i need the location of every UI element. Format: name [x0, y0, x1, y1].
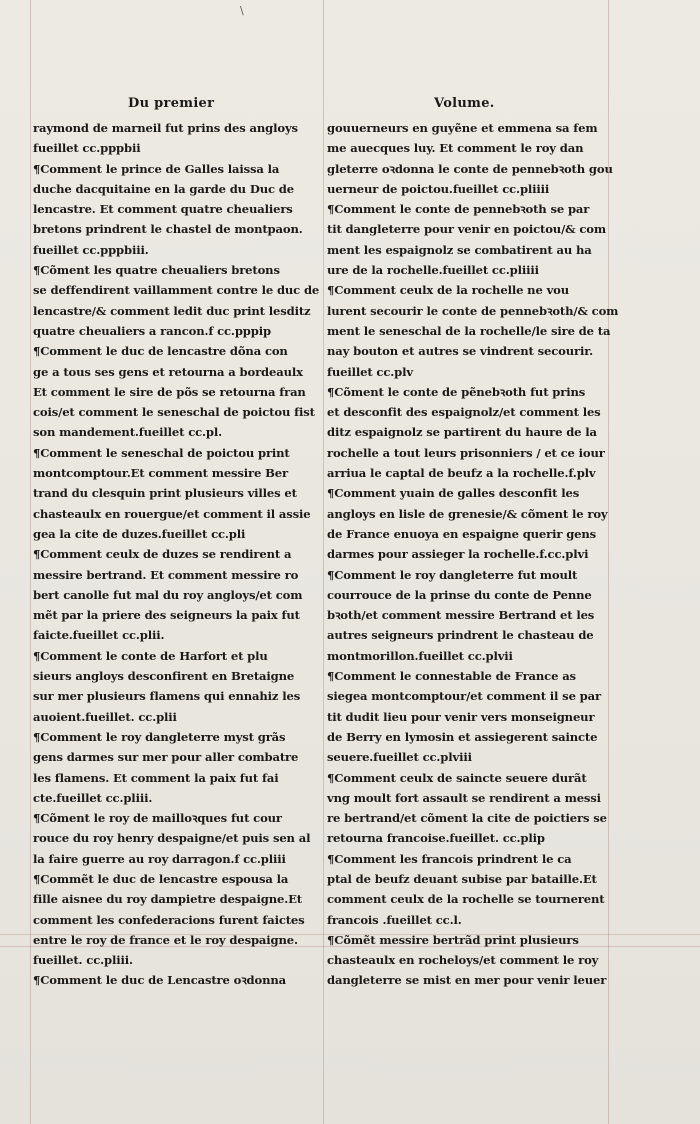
text-line: de France enuoya en espaigne querir gens — [327, 526, 597, 541]
text-line: ¶Comment ceulx de la rochelle ne vou — [327, 283, 570, 298]
text-line: autres seigneurs prindrent le chasteau de — [327, 628, 594, 643]
text-line: tit dudit lieu pour venir vers monseigneur — [327, 709, 595, 724]
text-line: francois .fueillet cc.l. — [327, 912, 462, 927]
text-line: gouuerneurs en guyẽne et emmena sa fem — [327, 121, 598, 135]
text-line: retourna francoise.fueillet. cc.plip — [327, 831, 545, 846]
right-column — [327, 118, 619, 988]
text-line: fueillet. cc.pliii. — [33, 953, 133, 968]
text-line: Et comment le sire de põs se retourna fran — [33, 384, 306, 399]
text-line: bꝛoth/et comment messire Bertrand et les — [327, 608, 595, 623]
text-line: gleterre oꝛdonna le conte de pennebꝛoth gou — [327, 161, 613, 176]
text-line: bretons prindrent le chastel de montpaon. — [33, 222, 303, 237]
text-line: chasteaulx en rouergue/et comment il assie — [33, 506, 311, 521]
text-line: re bertrand/et cõment la cite de poictiers se — [327, 811, 607, 826]
text-line: darmes pour assieger la rochelle.f.cc.plvi — [327, 547, 589, 562]
text-line: les flamens. Et comment la paix fut fai — [33, 770, 279, 785]
text-line: gens darmes sur mer pour aller combatre — [33, 750, 299, 765]
text-line: nay bouton et autres se vindrent secourir. — [327, 344, 593, 359]
text-line: rouce du roy henry despaigne/et puis sen al — [33, 831, 311, 846]
text-line: siegea montcomptour/et comment il se par — [327, 689, 601, 704]
text-line: mẽt par la priere des seigneurs la paix fut — [33, 608, 300, 623]
text-line: fueillet cc.pppbiii. — [33, 242, 149, 257]
text-line: comment les confederacions furent faictes — [33, 912, 305, 927]
text-line: ¶Comment le conte de pennebꝛoth se par — [327, 202, 590, 217]
text-line: la faire guerre au roy darragon.f cc.pliii — [33, 851, 286, 866]
running-head-left: Du premier — [128, 96, 215, 111]
text-line: sur mer plusieurs flamens qui ennahiz les — [33, 689, 301, 704]
text-line: ¶Comment le roy dangleterre myst grãs — [33, 729, 286, 744]
text-line: ¶Comment les francois prindrent le ca — [327, 851, 572, 866]
text-line: ge a tous ses gens et retourna a bordeaulx — [33, 364, 303, 379]
text-line: ¶Comment le conte de Harfort et plu — [33, 648, 268, 663]
text-line: duche dacquitaine en la garde du Duc de — [33, 181, 294, 196]
text-line: auoient.fueillet. cc.plii — [33, 709, 177, 724]
text-line: ¶Cõment le conte de pẽnebꝛoth fut prins — [327, 384, 586, 399]
text-line: ¶Comment ceulx de saincte seuere durãt — [327, 770, 587, 785]
text-line: ment les espaignolz se combatirent au ha — [327, 242, 592, 257]
text-line: ¶Commẽt le duc de lencastre espousa la — [33, 871, 289, 886]
text-line: seuere.fueillet cc.plviii — [327, 750, 472, 765]
text-line: ¶Comment le prince de Galles laissa la — [33, 161, 280, 176]
text-line: angloys en lisle de grenesie/& cõment le roy — [327, 506, 608, 521]
text-line: me auecques luy. Et comment le roy dan — [327, 141, 584, 156]
text-line: de Berry en lymosin et assiegerent saincte — [327, 729, 598, 744]
text-line: vng moult fort assault se rendirent a messi — [327, 790, 601, 805]
running-head-right: Volume. — [434, 96, 495, 111]
text-line: son mandement.fueillet cc.pl. — [33, 425, 223, 440]
text-line: ptal de beufz deuant subise par bataille.Et — [327, 871, 597, 886]
text-line: quatre cheualiers a rancon.f cc.pppip — [33, 323, 271, 338]
text-line: fueillet cc.pppbii — [33, 141, 141, 156]
text-line: montmorillon.fueillet cc.plvii — [327, 648, 513, 663]
text-line: ure de la rochelle.fueillet cc.pliiii — [327, 263, 539, 278]
text-line: raymond de marneil fut prins des angloys — [33, 121, 298, 135]
text-line: montcomptour.Et comment messire Ber — [33, 466, 288, 481]
text-line: ¶Comment le duc de Lencastre oꝛdonna — [33, 973, 287, 988]
text-line: ¶Comment ceulx de duzes se rendirent a — [33, 547, 292, 562]
text-line: ¶Comment yuain de galles desconfit les — [327, 486, 580, 501]
text-line: dangleterre se mist en mer pour venir leuer — [327, 973, 607, 988]
text-line: ¶Comment le duc de lencastre dõna con — [33, 344, 288, 359]
text-line: fille aisnee du roy dampietre despaigne.Et — [33, 892, 302, 907]
marginal-mark: \ — [240, 4, 244, 17]
text-line: messire bertrand. Et comment messire ro — [33, 567, 299, 582]
text-line: se deffendirent vaillamment contre le duc de — [33, 283, 320, 298]
text-line: trand du clesquin print plusieurs villes et — [33, 486, 297, 501]
text-line: ¶Cõment les quatre cheualiers bretons — [33, 263, 280, 278]
text-line: sieurs angloys desconfirent en Bretaigne — [33, 669, 295, 684]
text-line: ¶Cõmẽt messire bertrãd print plusieurs — [327, 932, 579, 947]
text-line: tit dangleterre pour venir en poictou/& com — [327, 222, 606, 237]
text-line: ment le seneschal de la rochelle/le sire de ta — [327, 323, 611, 338]
text-line: gea la cite de duzes.fueillet cc.pli — [33, 526, 246, 541]
text-line: bert canolle fut mal du roy angloys/et com — [33, 587, 303, 602]
text-line: entre le roy de france et le roy despaigne. — [33, 932, 298, 947]
text-line: lurent secourir le conte de pennebꝛoth/& com — [327, 303, 619, 318]
text-line: faicte.fueillet cc.plii. — [33, 628, 165, 643]
margin-rule-left — [30, 0, 31, 1124]
text-line: ¶Cõment le roy de mailloꝛques fut cour — [33, 811, 282, 826]
text-line: cois/et comment le seneschal de poictou fist — [33, 405, 315, 420]
text-line: lencastre. Et comment quatre cheualiers — [33, 202, 293, 217]
text-line: chasteaulx en rocheloys/et comment le roy — [327, 953, 599, 968]
text-line: lencastre/& comment ledit duc print lesditz — [33, 303, 311, 318]
text-line: uerneur de poictou.fueillet cc.pliiii — [327, 181, 550, 196]
left-column — [33, 118, 325, 988]
text-line: courrouce de la prinse du conte de Penne — [327, 587, 592, 602]
text-line: cte.fueillet cc.pliii. — [33, 790, 153, 805]
text-line: ¶Comment le roy dangleterre fut moult — [327, 567, 578, 582]
text-line: ¶Comment le connestable de France as — [327, 669, 576, 684]
text-line: arriua le captal de beufz a la rochelle.f.plv — [327, 466, 596, 481]
text-line: rochelle a tout leurs prisonniers / et ce iour — [327, 445, 605, 460]
text-line: comment ceulx de la rochelle se tournerent — [327, 892, 605, 907]
text-line: et desconfit des espaignolz/et comment les — [327, 405, 601, 420]
text-line: fueillet cc.plv — [327, 364, 413, 379]
text-line: ¶Comment le seneschal de poictou print — [33, 445, 290, 460]
text-line: ditz espaignolz se partirent du haure de la — [327, 425, 597, 440]
